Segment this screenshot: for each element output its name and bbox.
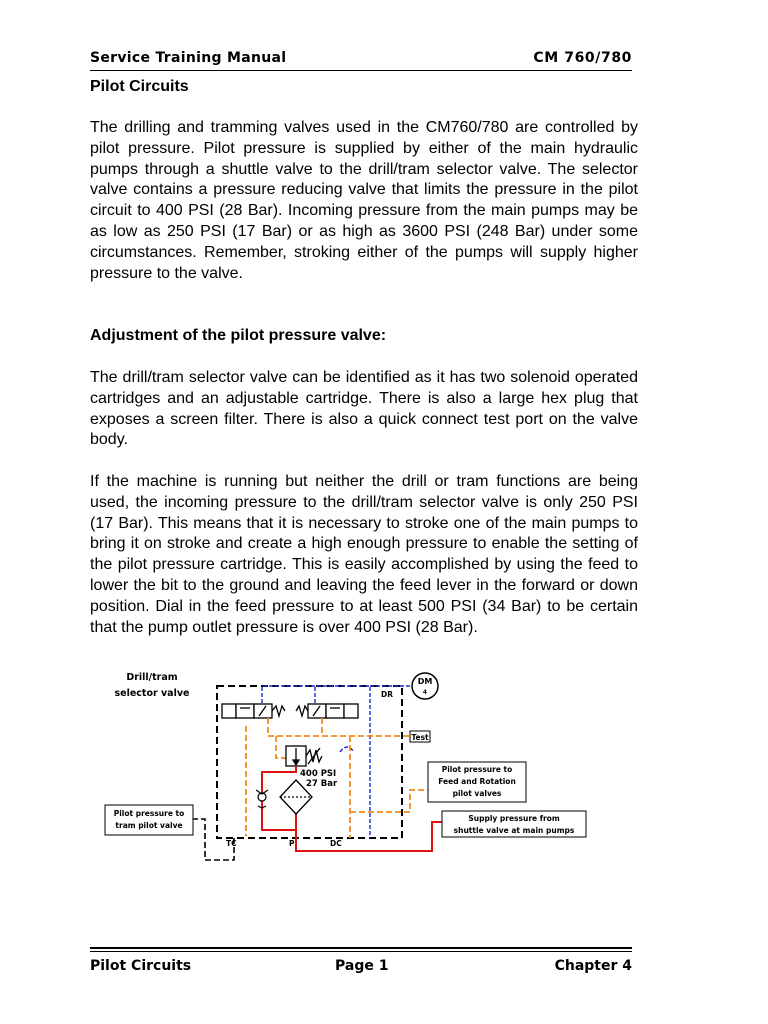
- solenoid-valve-right: [296, 704, 358, 718]
- footer-rule-thick: [90, 947, 632, 949]
- manual-title: Service Training Manual: [90, 50, 287, 66]
- feed-rotation-line-2: Feed and Rotation: [438, 777, 516, 786]
- test-port-label: Test: [411, 733, 429, 742]
- feed-rotation-line-1: Pilot pressure to: [441, 765, 513, 774]
- dm-sublabel: 4: [422, 689, 428, 696]
- model-number: CM 760/780: [533, 50, 632, 66]
- paragraph-procedure: If the machine is running but neither the drill or tram functions are being used, the incoming pressure to the drill/tram selector valve is only 250 PSI (17 Bar). This means that it is necessary to stroke one of the main pumps to bring it on stroke and create a high enough pressure to enable the setting of the pilot pressure cartridge. This is easily accomplished by using the feed to lower the bit to the ground and leaving the feed lever in the forward or down position. Dial in the feed pressure to at least 500 PSI (34 Bar) to be certain that the pump outlet pressure is over 400 PSI (28 Bar).: [90, 473, 638, 636]
- supply-pressure-line-2: shuttle valve at main pumps: [453, 826, 575, 835]
- port-dr-label: DR: [381, 690, 394, 699]
- pilot-lines: [246, 718, 428, 838]
- pressure-reducing-cartridge: [286, 746, 322, 766]
- header-rule: [90, 70, 632, 71]
- selector-valve-label-2: selector valve: [114, 688, 190, 699]
- port-tc-label: TC: [226, 839, 237, 848]
- page-header: [90, 50, 632, 68]
- setting-psi: 400 PSI: [300, 769, 337, 779]
- solenoid-valve-left: [222, 704, 285, 718]
- tram-pilot-line-2: tram pilot valve: [115, 821, 183, 830]
- footer-page-number: Page 1: [335, 958, 389, 974]
- footer-chapter: Chapter 4: [554, 958, 632, 974]
- feed-rotation-line-3: pilot valves: [452, 789, 502, 798]
- dm-label: DM: [417, 677, 433, 686]
- port-p-label: P: [289, 839, 295, 848]
- port-dc-label: DC: [330, 839, 342, 848]
- hydraulic-schematic: [100, 660, 600, 870]
- setting-bar: 27 Bar: [306, 779, 338, 789]
- supply-pressure-line-1: Supply pressure from: [468, 814, 560, 823]
- footer-rule-thin: [90, 951, 632, 952]
- paragraph-identification: The drill/tram selector valve can be identified as it has two solenoid operated cartridges and an adjustable cartridge. There is also a large hex plug that exposes a screen filter. There is also a quick connect test port on the valve body.: [90, 369, 638, 449]
- paragraph-intro: The drilling and tramming valves used in the CM760/780 are controlled by pilot pressure. Pilot pressure is supplied by either of the main hydraulic pumps through a shuttle valve to the drill/tram selector valve. The selector valve contains a pressure reducing valve that limits the pressure in the pilot circuit to 400 PSI (28 Bar). Incoming pressure from the main pumps may be as low as 250 PSI (17 Bar) or as high as 3600 PSI (248 Bar) under some circumstances. Remember, stroking either of the pumps will supply higher pressure to the valve.: [90, 119, 638, 282]
- selector-valve-label-1: Drill/tram: [126, 672, 178, 683]
- subheading-adjustment: Adjustment of the pilot pressure valve:: [90, 327, 387, 344]
- section-title: Pilot Circuits: [90, 78, 189, 95]
- tram-pilot-line-1: Pilot pressure to: [113, 809, 185, 818]
- footer-section: Pilot Circuits: [90, 958, 192, 974]
